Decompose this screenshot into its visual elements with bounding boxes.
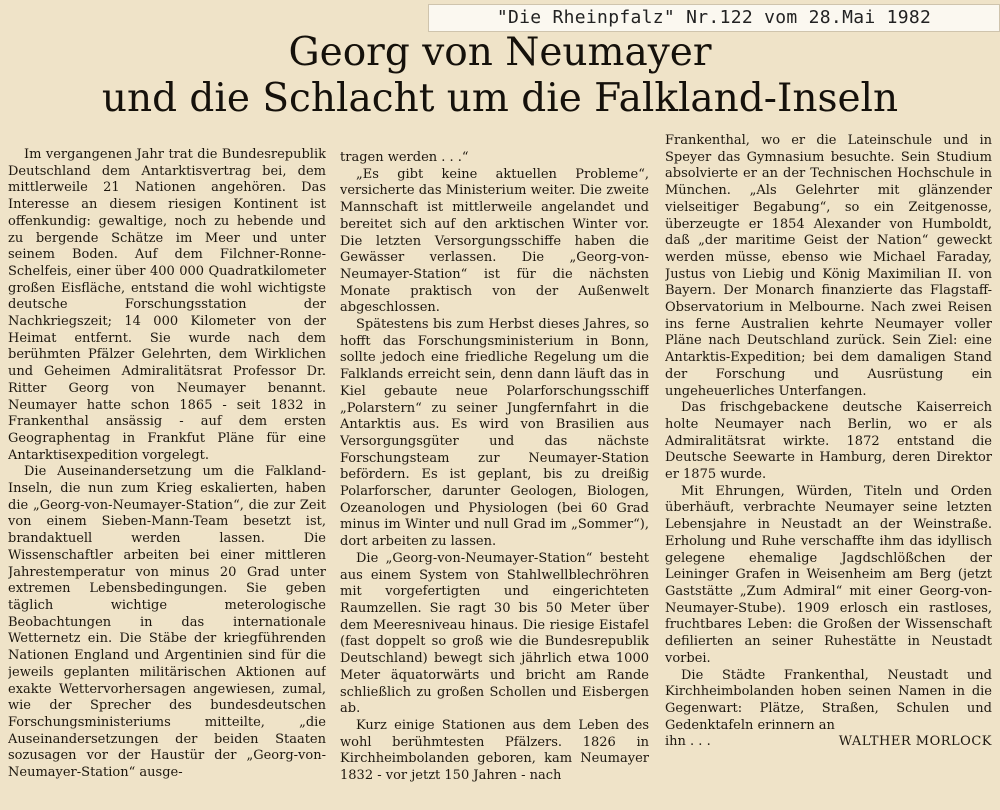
closing-line: [665, 734, 992, 751]
paragraph: Die „Georg-von-Neumayer-Station“ besteht aus einem System von Stahlwellblechröhren mit vorgefertigten und eingerichteten Raumzellen. Sie ragt 30 bis 50 Meter über dem Meeresniveau hinaus. Die riesige Eistafel (fast doppelt so groß wie die Bundesrepublik Deutschland) bewegt sich jährlich etwa 1000 Meter äquatorwärts und bricht am Rande schließlich zu großen Schollen und Eisbergen ab.: [340, 550, 649, 717]
article-column-3: [665, 133, 992, 793]
author-byline: WALTHER MORLOCK: [838, 734, 992, 750]
headline-line-1: Georg von Neumayer: [288, 30, 712, 75]
paragraph: Die Auseinandersetzung um die Falkland-Inseln, die nun zum Krieg eskalierten, haben die „Georg-von-Neumayer-Station“, die zur Zeit von einem Sieben-Mann-Team besetzt ist, brandaktuell werden lassen. Die Wissenschaftler arbeiten bei einer mittleren Jahrestemperatur von minus 20 Grad unter extremen Lebensbedingungen. Sie geben täglich wichtige meterologische Beobachtungen in das internationale Wetternetz ein. Die Stäbe der kriegführenden Nationen England und Argentinien sind für die jeweils geplanten militärischen Aktionen auf exakte Wettervorhersagen angewiesen, zumal, wie der Sprecher des bundesdeutschen Forschungsministeriums mitteilte, „die Auseinandersetzungen der beiden Staaten sozusagen vor der Haustür der „Georg-von-Neumayer-Station“ ausge-: [8, 464, 326, 781]
paragraph: Kurz einige Stationen aus dem Leben des wohl berühmtesten Pfälzers. 1826 in Kirchheimbolanden geboren, kam Neumayer 1832 - vor jetzt 150 Jahren - nach: [340, 717, 649, 784]
paragraph: Im vergangenen Jahr trat die Bundesrepublik Deutschland dem Antarktisvertrag bei, dem mittlerweile 21 Nationen angehören. Das Interesse an diesem riesigen Kontinent ist offenkundig: gewaltige, noch zu hebende und zu bergende Schätze im Meer und unter seinem Boden. Auf dem Filchner-Ronne-Schelfeis, einer über 400 000 Quadratkilometer großen Eisfläche, entstand die wohl wichtigste deutsche Forschungsstation der Nachkriegszeit; 14 000 Kilometer von der Heimat entfernt. Sie wurde nach dem berühmten Pfälzer Gelehrten, dem Wirklichen und Geheimen Admiralitätsrat Professor Dr. Ritter Georg von Neumayer benannt. Neumayer hatte schon 1865 - seit 1832 in Frankenthal ansässig - auf dem ersten Geographentag in Frankfut Pläne für eine Antarktisexpedition vorgelegt.: [8, 147, 326, 463]
paragraph: Mit Ehrungen, Würden, Titeln und Orden überhäuft, verbrachte Neumayer seine letzten Lebensjahre in Neustadt an der Weinstraße. Erholung und Ruhe verschaffte ihm das idyllisch gelegene ehemalige Jagdschlößchen der Leininger Grafen in Weisenheim am Berg (jetzt Gaststätte „Zum Admiral“ mit einer Georg-von-Neumayer-Stube). 1909 erlosch ein rastloses, fruchtbares Leben: die Großen der Wissenschaft defilierten an seiner Ruhestätte in Neustadt vorbei.: [665, 483, 992, 666]
article-column-1: [8, 147, 326, 807]
paragraph: „Es gibt keine aktuellen Probleme“, versicherte das Ministerium weiter. Die zweite Mannschaft ist mittlerweile angelandet und bereitet sich auf den arktischen Winter vor. Die letzten Versorgungsschiffe haben die Gewässer verlassen. Die „Georg-von-Neumayer-Station“ ist für die nächsten Monate praktisch von der Außenwelt abgeschlossen.: [340, 166, 649, 316]
paragraph: Spätestens bis zum Herbst dieses Jahres, so hofft das Forschungsministerium in Bonn, sollte jedoch eine friedliche Regelung um die Falklands erreicht sein, denn dann läuft das in Kiel gebaute neue Polarforschungsschiff „Polarstern“ zu seiner Jungfernfahrt in die Antarktis aus. Es wird von Brasilien aus Versorgungsgüter und das nächste Forschungsteam zur Neumayer-Station befördern. Es ist geplant, bis zu dreißig Polarforscher, darunter Geologen, Biologen, Ozeanologen und Physiologen (bei 60 Grad minus im Winter und null Grad im „Sommer“), dort arbeiten zu lassen.: [340, 317, 649, 550]
paragraph: Das frischgebackene deutsche Kaiserreich holte Neumayer nach Berlin, wo er als Admiralitätsrat wirkte. 1872 entstand die Deutsche Seewarte in Hamburg, deren Direktor er 1875 wurde.: [665, 400, 992, 483]
paragraph: tragen werden . . .“: [340, 150, 469, 165]
source-label: "Die Rheinpfalz" Nr.122 vom 28.Mai 1982: [428, 4, 1000, 32]
paragraph: Frankenthal, wo er die Lateinschule und in Speyer das Gymnasium besuchte. Sein Studium absolvierte er an der Technischen Hochschule in München. „Als Gelehrter mit glänzender vielseitiger Begabung“, so ein Zeitgenosse, überzeugte er 1854 Alexander von Humboldt, daß „der maritime Geist der Nation“ geweckt werden müsse, ebenso wie Michael Faraday, Justus von Liebig und König Maximilian II. von Bayern. Der Monarch finanzierte das Flagstaff-Observatorium in Melbourne. Nach zwei Reisen ins ferne Australien kehrte Neumayer voller Pläne nach Deutschland zurück. Sein Ziel: eine Antarktis-Expedition; bei dem damaligen Stand der Forschung und Ausrüstung ein ungeheuerliches Unterfangen.: [665, 133, 992, 399]
paragraph: Die Städte Frankenthal, Neustadt und Kirchheimbolanden hoben seinen Namen in die Gegenwart: Plätze, Straßen, Schulen und Gedenktafeln erinnern an: [665, 667, 992, 733]
closing-text: ihn . . .: [665, 734, 711, 750]
headline-line-2: und die Schlacht um die Falkland-Inseln: [101, 76, 899, 121]
article-column-2: [340, 150, 649, 810]
